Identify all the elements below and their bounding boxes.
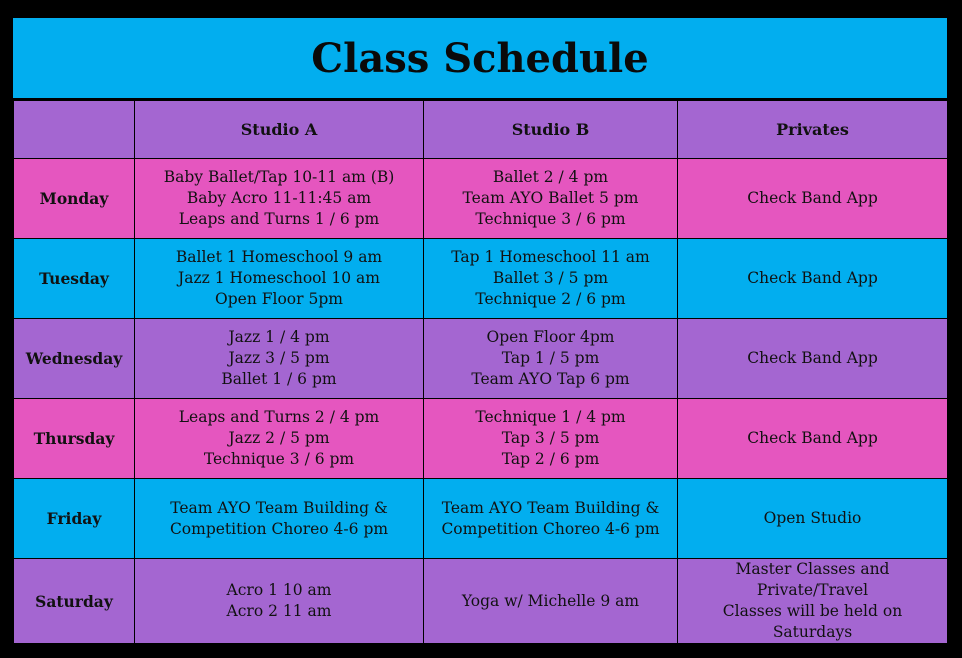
class-entry: Technique 3 / 6 pm [203, 450, 355, 468]
studio-a-cell [135, 319, 424, 399]
class-entry: Leaps and Turns 1 / 6 pm [178, 210, 380, 228]
class-entry: Open Floor 5pm [215, 290, 343, 308]
class-entry: Technique 1 / 4 pm [475, 408, 626, 426]
class-entry: Tap 1 / 5 pm [501, 349, 600, 367]
studio-b-cell [424, 559, 678, 644]
day-cell: Tuesday [14, 239, 135, 319]
class-entry: Jazz 3 / 5 pm [228, 349, 330, 367]
privates-entry: Check Band App [747, 429, 878, 447]
class-entry: Tap 2 / 6 pm [501, 450, 600, 468]
table-row-tuesday [14, 239, 948, 319]
class-entry: Team AYO Ballet 5 pm [462, 189, 639, 207]
class-entry: Competition Choreo 4-6 pm [169, 519, 389, 538]
class-entry: Ballet 2 / 4 pm [492, 168, 609, 186]
privates-cell [678, 239, 948, 319]
class-entry: Leaps and Turns 2 / 4 pm [178, 408, 380, 426]
studio-a-cell [135, 559, 424, 644]
column-header-studio-a: Studio A [135, 101, 424, 159]
class-entry: Technique 3 / 6 pm [475, 210, 626, 228]
class-entry: Acro 2 11 am [226, 602, 332, 620]
page-title: Class Schedule [13, 18, 947, 98]
table-row-monday [14, 159, 948, 239]
day-cell: Thursday [14, 399, 135, 479]
class-entry: Ballet 1 Homeschool 9 am [175, 248, 383, 266]
day-cell: Saturday [14, 559, 135, 644]
studio-a-cell [135, 159, 424, 239]
privates-cell [678, 159, 948, 239]
privates-entry: Open Studio [763, 509, 862, 527]
class-entry: Yoga w/ Michelle 9 am [461, 591, 640, 610]
class-entry: Jazz 1 Homeschool 10 am [178, 269, 380, 287]
table-row-friday [14, 479, 948, 559]
class-entry: Team AYO Team Building & [441, 498, 660, 517]
class-entry: Team AYO Tap 6 pm [471, 370, 630, 388]
header-row [14, 101, 948, 159]
studio-a-cell [135, 239, 424, 319]
table-row-saturday [14, 559, 948, 644]
class-entry: Competition Choreo 4-6 pm [441, 519, 660, 538]
privates-entry: Check Band App [747, 189, 878, 207]
studio-b-cell [424, 239, 678, 319]
day-cell: Friday [14, 479, 135, 559]
schedule-frame [13, 18, 947, 640]
day-cell: Wednesday [14, 319, 135, 399]
privates-entry: Check Band App [747, 349, 878, 367]
class-entry: Jazz 2 / 5 pm [228, 429, 330, 447]
class-entry: Baby Acro 11-11:45 am [186, 189, 372, 207]
privates-entry: Master Classes and Private/Travel [735, 560, 890, 599]
privates-cell [678, 559, 948, 644]
table-row-thursday [14, 399, 948, 479]
privates-cell [678, 479, 948, 559]
studio-b-cell [424, 159, 678, 239]
studio-b-cell [424, 399, 678, 479]
class-entry: Technique 2 / 6 pm [475, 290, 626, 308]
class-entry: Team AYO Team Building & [170, 498, 388, 517]
privates-entry: Check Band App [747, 269, 878, 287]
studio-a-cell [135, 399, 424, 479]
studio-b-cell [424, 319, 678, 399]
privates-entry: Classes will be held on Saturdays [722, 602, 903, 641]
day-cell: Monday [14, 159, 135, 239]
studio-b-cell [424, 479, 678, 559]
table-row-wednesday [14, 319, 948, 399]
class-entry: Tap 3 / 5 pm [501, 429, 600, 447]
corner-cell [14, 101, 135, 159]
class-entry: Acro 1 10 am [226, 581, 332, 599]
privates-cell [678, 319, 948, 399]
class-entry: Jazz 1 / 4 pm [228, 328, 330, 346]
studio-a-cell [135, 479, 424, 559]
class-entry: Ballet 3 / 5 pm [492, 269, 609, 287]
schedule-table [13, 100, 948, 644]
column-header-studio-b: Studio B [424, 101, 678, 159]
class-entry: Baby Ballet/Tap 10-11 am (B) [163, 168, 395, 186]
class-entry: Open Floor 4pm [486, 328, 615, 346]
column-header-privates: Privates [678, 101, 948, 159]
class-entry: Tap 1 Homeschool 11 am [451, 248, 650, 266]
privates-cell [678, 399, 948, 479]
class-entry: Ballet 1 / 6 pm [221, 370, 337, 388]
